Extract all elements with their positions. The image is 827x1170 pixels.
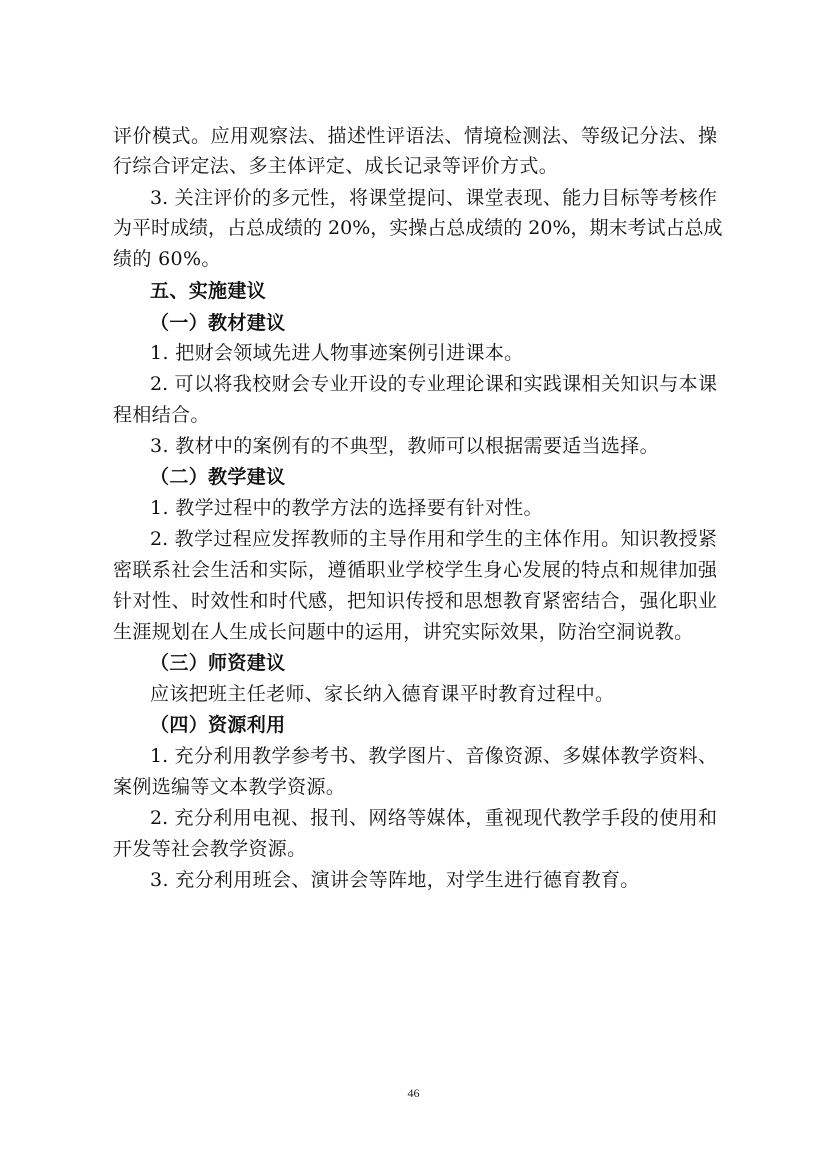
body-text-line: 3. 关注评价的多元性，将课堂提问、课堂表现、能力目标等考核作 xyxy=(150,187,717,209)
body-text-line: 案例选编等文本教学资源。 xyxy=(113,776,346,798)
subsection-heading: （一）教材建议 xyxy=(150,312,286,334)
body-text-line: 针对性、时效性和时代感，把知识传授和思想教育紧密结合，强化职业 xyxy=(113,590,717,612)
subsection-heading: （三）师资建议 xyxy=(150,652,286,674)
body-text-line: 为平时成绩，占总成绩的 20%，实操占总成绩的 20%，期末考试占总成 xyxy=(113,217,723,239)
body-text-line: 评价模式。应用观察法、描述性评语法、情境检测法、等级记分法、操 xyxy=(113,125,717,147)
body-text-line: 2. 充分利用电视、报刊、网络等媒体，重视现代教学手段的使用和 xyxy=(150,807,717,829)
section-heading: 五、实施建议 xyxy=(150,280,267,302)
body-text-line: 3. 充分利用班会、演讲会等阵地，对学生进行德育教育。 xyxy=(150,869,640,891)
body-text-line: 2. 可以将我校财会专业开设的专业理论课和实践课相关知识与本课 xyxy=(150,373,717,395)
body-text-line: 程相结合。 xyxy=(113,404,210,426)
subsection-heading: （四）资源利用 xyxy=(150,714,286,736)
body-text-line: 2. 教学过程应发挥教师的主导作用和学生的主体作用。知识教授紧 xyxy=(150,528,717,550)
body-text-line: 开发等社会教学资源。 xyxy=(113,838,307,860)
body-text-line: 1. 教学过程中的教学方法的选择要有针对性。 xyxy=(150,497,543,519)
subsection-heading: （二）教学建议 xyxy=(150,466,286,488)
page-number: 46 xyxy=(407,1086,420,1100)
body-text-line: 生涯规划在人生成长问题中的运用，讲究实际效果，防治空洞说教。 xyxy=(113,621,694,643)
body-text-line: 3. 教材中的案例有的不典型，教师可以根据需要适当选择。 xyxy=(150,435,659,457)
body-text-line: 绩的 60%。 xyxy=(113,248,221,270)
body-text-line: 1. 充分利用教学参考书、教学图片、音像资源、多媒体教学资料、 xyxy=(150,745,717,767)
body-text-line: 应该把班主任老师、家长纳入德育课平时教育过程中。 xyxy=(150,683,615,705)
body-text-line: 行综合评定法、多主体评定、成长记录等评价方式。 xyxy=(113,155,559,177)
body-text-line: 1. 把财会领域先进人物事迹案例引进课本。 xyxy=(150,342,524,364)
body-text-line: 密联系社会生活和实际，遵循职业学校学生身心发展的特点和规律加强 xyxy=(113,559,717,581)
